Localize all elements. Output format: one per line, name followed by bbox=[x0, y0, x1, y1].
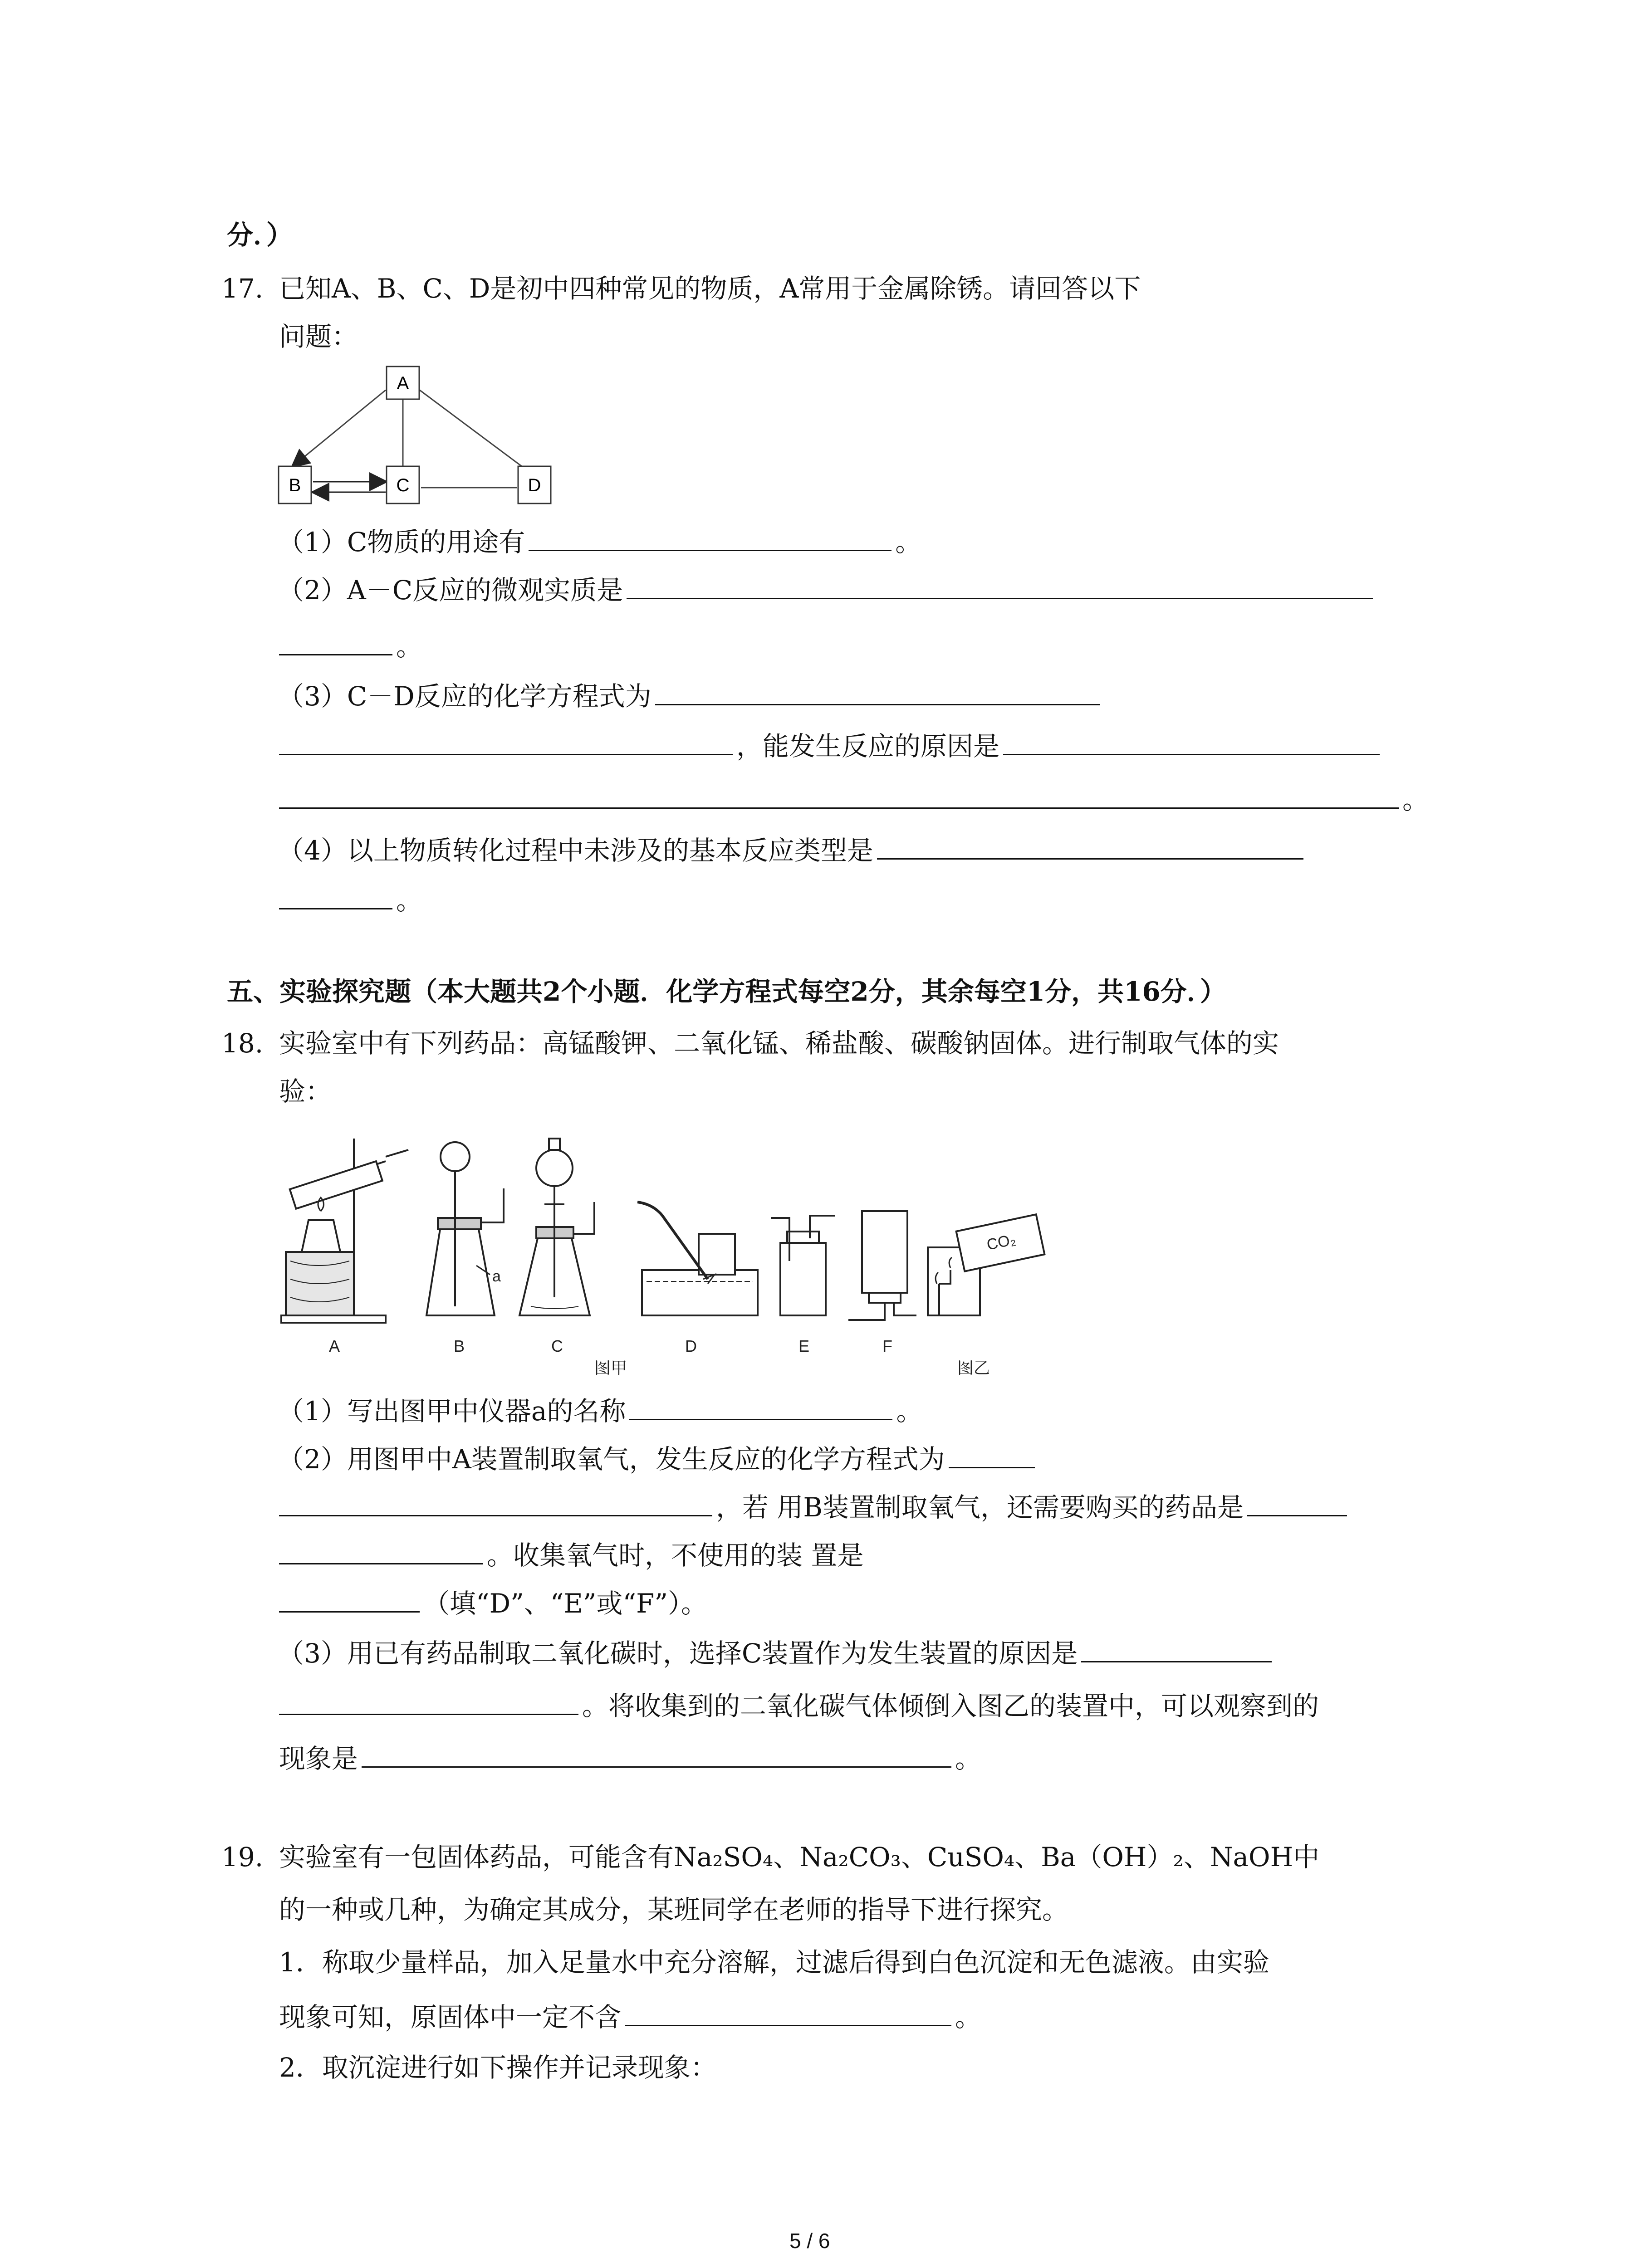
node-b-label: B bbox=[289, 475, 301, 495]
section-5-title: 五、实验探究题（本大题共2个小题．化学方程式每空2分，其余每空1分，共16分．） bbox=[227, 976, 1226, 1007]
apparatus-d bbox=[637, 1202, 758, 1315]
q17-part3-mid: ，能发生反应的原因是 bbox=[736, 731, 1000, 762]
node-a-label: A bbox=[397, 373, 409, 393]
end-mark: 。 bbox=[396, 885, 423, 916]
q17-part1 bbox=[278, 522, 921, 560]
q19-number: 19. bbox=[221, 1842, 264, 1872]
q17-part2-blank[interactable] bbox=[627, 570, 1373, 599]
q17-part3-reason-blank-cont[interactable] bbox=[279, 779, 1399, 809]
q17-part4-blank[interactable] bbox=[877, 830, 1303, 860]
q18-part2-eq-blank[interactable] bbox=[949, 1439, 1035, 1468]
label-e: E bbox=[798, 1337, 810, 1355]
node-c-label: C bbox=[396, 475, 410, 495]
q18-part2-choice: （填“D”、“E”或“F”）。 bbox=[423, 1588, 707, 1619]
instrument-a-label: a bbox=[492, 1268, 501, 1285]
q19-step1-line1: 1．称取少量样品，加入足量水中充分溶解，过滤后得到白色沉淀和无色滤液。由实验 bbox=[279, 1947, 1269, 1978]
q18-part3-reason-blank[interactable] bbox=[1081, 1633, 1272, 1662]
label-c: C bbox=[551, 1337, 563, 1355]
q17-part3-blank-cont[interactable] bbox=[279, 726, 733, 755]
q18-part3-text: （3）用已有药品制取二氧化碳时，选择C装置作为发生装置的原因是 bbox=[278, 1638, 1078, 1669]
end-mark: 。 bbox=[1402, 784, 1429, 815]
q18-part2 bbox=[278, 1439, 1038, 1477]
apparatus-yi bbox=[928, 1214, 1044, 1315]
q18-part3-reason-blank-cont[interactable] bbox=[279, 1686, 578, 1715]
q18-part2-eq-blank-cont[interactable] bbox=[279, 1487, 712, 1516]
q17-part3-line3 bbox=[279, 779, 1429, 818]
q18-part3 bbox=[278, 1633, 1275, 1672]
q17-stem-line1: 已知A、B、C、D是初中四种常见的物质，A常用于金属除锈。请回答以下 bbox=[279, 273, 1141, 304]
q18-part3-phenomenon-blank[interactable] bbox=[362, 1738, 951, 1768]
q17-part1-text: （1）C物质的用途有 bbox=[278, 527, 525, 557]
label-b: B bbox=[454, 1337, 465, 1355]
continued-text: 分．） bbox=[227, 220, 293, 250]
page-number: 5 / 6 bbox=[789, 2229, 830, 2253]
q18-part2-mid: ，若 用B装置制取氧气，还需要购买的药品是 bbox=[716, 1492, 1244, 1523]
caption-yi: 图乙 bbox=[957, 1359, 990, 1377]
q19-step1-blank[interactable] bbox=[625, 1997, 951, 2026]
q18-part2-drug-blank[interactable] bbox=[1247, 1487, 1347, 1516]
q17-part3-blank[interactable] bbox=[655, 676, 1100, 705]
q17-part3 bbox=[278, 676, 1103, 714]
q18-part1 bbox=[278, 1391, 923, 1429]
caption-jia: 图甲 bbox=[594, 1359, 627, 1377]
q17-part4 bbox=[278, 830, 1307, 869]
q18-part3-line3 bbox=[279, 1738, 981, 1777]
q17-relation-diagram bbox=[277, 363, 558, 513]
end-mark: 。 bbox=[955, 2002, 982, 2033]
apparatus-c bbox=[519, 1139, 594, 1315]
q18-part2-line3 bbox=[279, 1535, 863, 1574]
end-mark: 。 bbox=[955, 1743, 982, 1774]
apparatus-e bbox=[771, 1216, 835, 1315]
q18-part1-text: （1）写出图甲中仪器a的名称 bbox=[278, 1396, 626, 1427]
node-d-label: D bbox=[528, 475, 541, 495]
q18-part1-blank[interactable] bbox=[629, 1391, 892, 1420]
q18-part3-line2 bbox=[279, 1686, 1319, 1724]
apparatus-a bbox=[281, 1139, 408, 1323]
q18-part2-device-blank[interactable] bbox=[279, 1583, 420, 1613]
q17-part2-blank-cont[interactable] bbox=[279, 626, 392, 655]
q18-part2-collect: 。收集氧气时，不使用的装 置是 bbox=[487, 1540, 864, 1571]
q17-part2-cont bbox=[279, 626, 422, 665]
q17-part2-text: （2）A－C反应的微观实质是 bbox=[278, 575, 623, 606]
q17-part4-text: （4）以上物质转化过程中未涉及的基本反应类型是 bbox=[278, 835, 873, 866]
end-mark: 。 bbox=[895, 527, 922, 557]
q17-part4-cont bbox=[279, 880, 422, 919]
end-mark: 。 bbox=[396, 631, 423, 662]
q19-stem-line1: 实验室有一包固体药品，可能含有Na₂SO₄、Na₂CO₃、CuSO₄、Ba（OH）₂、NaOH中 bbox=[279, 1842, 1320, 1872]
label-d: D bbox=[685, 1337, 697, 1355]
apparatus-b bbox=[426, 1142, 504, 1315]
co2-label: CO₂ bbox=[985, 1231, 1018, 1254]
q17-number: 17. bbox=[221, 273, 264, 304]
q18-number: 18. bbox=[221, 1028, 264, 1059]
label-f: F bbox=[882, 1337, 892, 1355]
q18-apparatus-figure bbox=[277, 1125, 1116, 1379]
q17-part3-line2 bbox=[279, 726, 1383, 764]
q18-part2-line4 bbox=[279, 1583, 707, 1622]
q18-part3-mid: 。将收集到的二氧化碳气体倾倒入图乙的装置中，可以观察到的 bbox=[582, 1691, 1319, 1721]
q17-part4-blank-cont[interactable] bbox=[279, 880, 392, 909]
q18-stem-line1: 实验室中有下列药品：高锰酸钾、二氧化锰、稀盐酸、碳酸钠固体。进行制取气体的实 bbox=[279, 1028, 1279, 1059]
q19-step1-line2 bbox=[279, 1997, 981, 2035]
q18-part3-end-text: 现象是 bbox=[279, 1743, 358, 1774]
q19-stem-line2: 的一种或几种，为确定其成分，某班同学在老师的指导下进行探究。 bbox=[279, 1894, 1069, 1925]
q17-stem-line2: 问题： bbox=[279, 321, 358, 352]
q17-part1-blank[interactable] bbox=[529, 522, 892, 551]
apparatus-f bbox=[848, 1211, 916, 1320]
q17-part3-reason-blank[interactable] bbox=[1003, 726, 1380, 755]
q18-part2-drug-blank-cont[interactable] bbox=[279, 1535, 483, 1564]
q19-step2: 2．取沉淀进行如下操作并记录现象： bbox=[279, 2052, 717, 2083]
q18-part2-line2 bbox=[279, 1487, 1351, 1525]
end-mark: 。 bbox=[896, 1396, 923, 1427]
q18-stem-line2: 验： bbox=[279, 1076, 332, 1107]
q17-part2 bbox=[278, 570, 1376, 608]
q17-part3-text: （3）C－D反应的化学方程式为 bbox=[278, 681, 652, 712]
q19-step1-text: 现象可知，原固体中一定不含 bbox=[279, 2002, 622, 2033]
label-a: A bbox=[329, 1337, 340, 1355]
q18-part2-text: （2）用图甲中A装置制取氧气，发生反应的化学方程式为 bbox=[278, 1444, 945, 1475]
